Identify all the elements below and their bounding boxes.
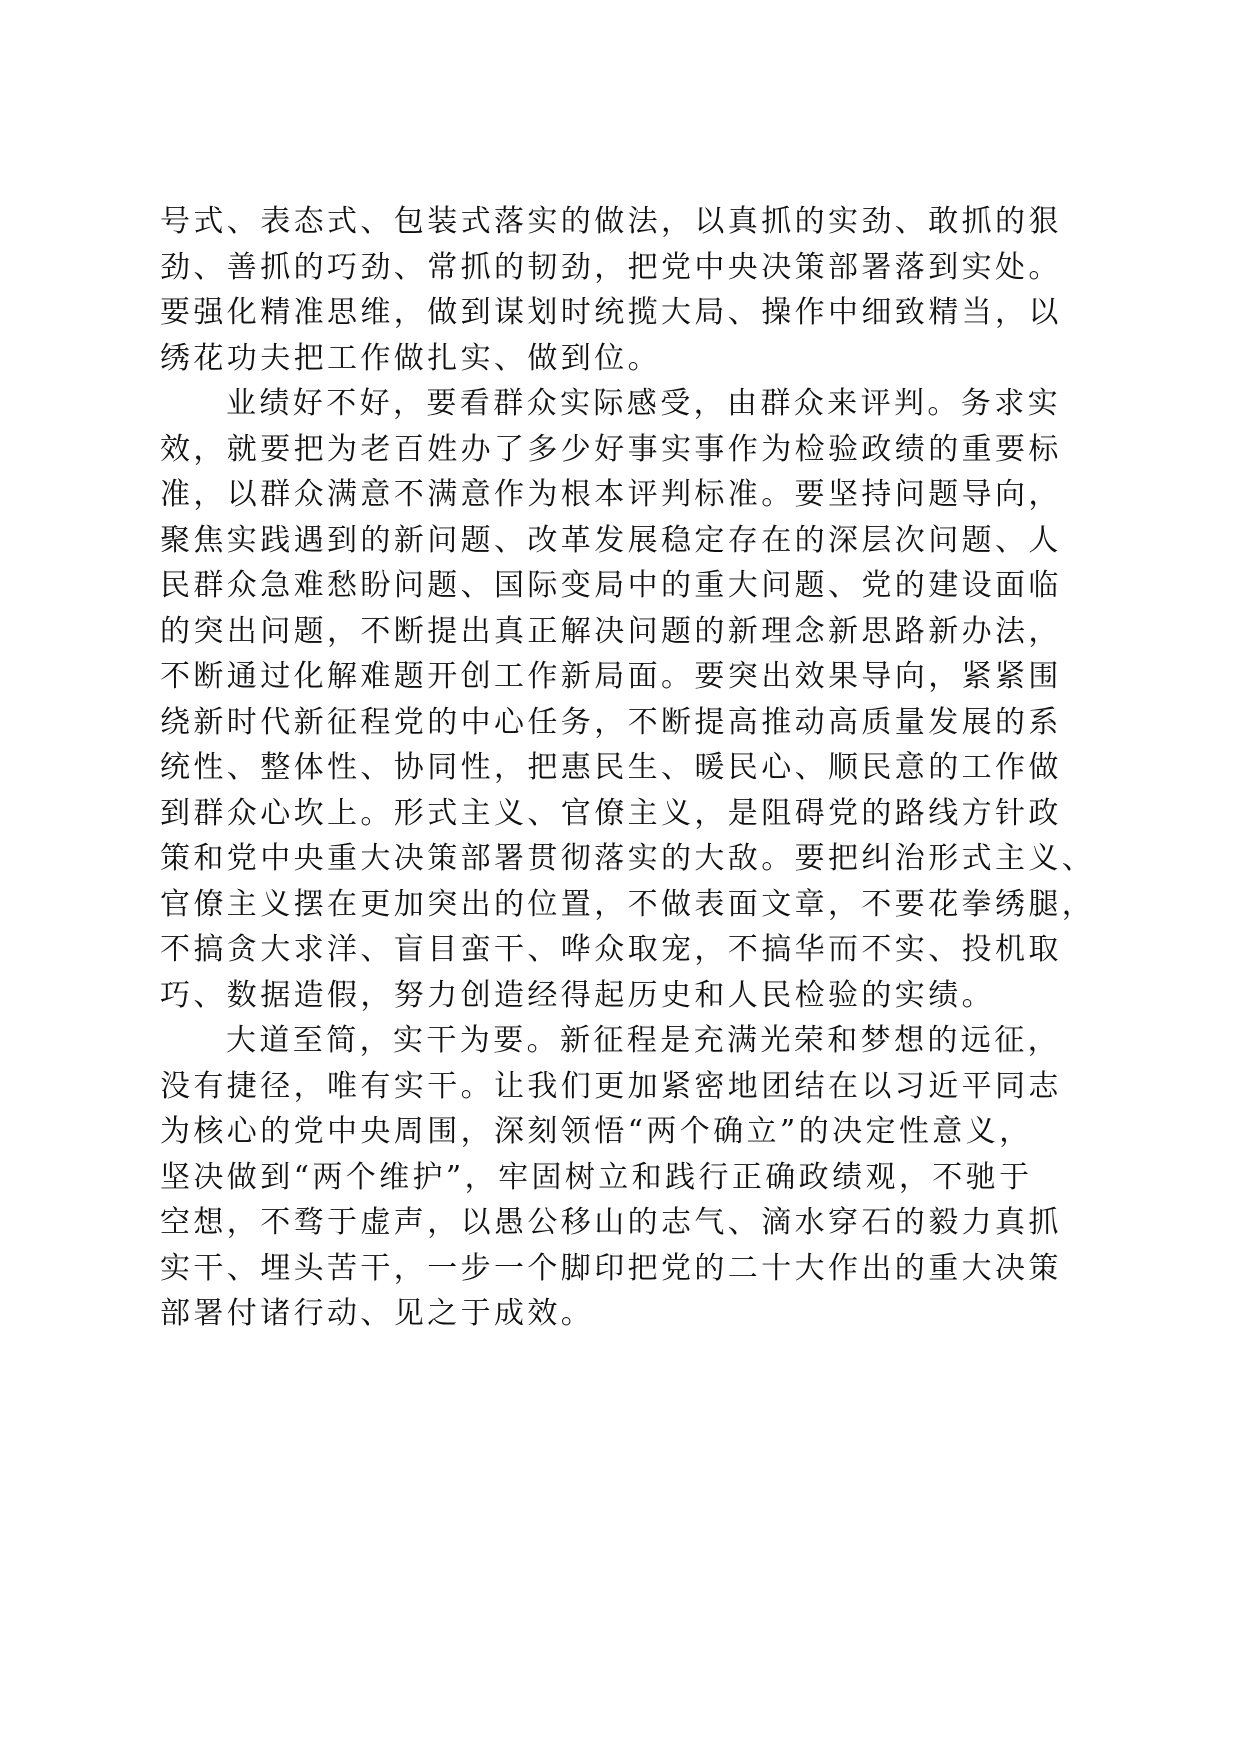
- paragraph-line: 坚决做到“两个维护”，牢固树立和践行正确政绩观，不驰于: [160, 1159, 1033, 1195]
- paragraph-line: 绕新时代新征程党的中心任务，不断提高推动高质量发展的系: [160, 704, 1062, 740]
- paragraph-line: 部署付诸行动、见之于成效。: [160, 1296, 595, 1331]
- paragraph-line: 绣花功夫把工作做扎实、做到位。: [160, 340, 661, 376]
- paragraph-3: [160, 1018, 1080, 1337]
- paragraph-line: 业绩好不好，要看群众实际感受，由群众来评判。务求实: [226, 386, 1061, 421]
- paragraph-line: 效，就要把为老百姓办了多少好事实事作为检验政绩的重要标: [160, 431, 1062, 467]
- paragraph-line: 的突出问题，不断提出真正解决问题的新理念新思路新办法，: [160, 613, 1062, 649]
- paragraph-line: 不断通过化解难题开创工作新局面。要突出效果导向，紧紧围: [160, 659, 1062, 694]
- paragraph-1: [160, 199, 1080, 381]
- paragraph-line: 聚焦实践遇到的新问题、改革发展稳定存在的深层次问题、人: [160, 522, 1062, 558]
- paragraph-line: 巧、数据造假，努力创造经得起历史和人民检验的实绩。: [160, 977, 995, 1013]
- paragraph-line: 统性、整体性、协同性，把惠民生、暖民心、顺民意的工作做: [160, 750, 1062, 785]
- paragraph-line: 大道至简，实干为要。新征程是充满光荣和梦想的远征，: [226, 1023, 1061, 1058]
- paragraph-line: 空想，不骛于虚声，以愚公移山的志气、滴水穿石的毅力真抓: [160, 1205, 1062, 1240]
- paragraph-line: 不搞贪大求洋、盲目蛮干、哗众取宠，不搞华而不实、投机取: [160, 932, 1062, 967]
- paragraph-line: 策和党中央重大决策部署贯彻落实的大敌。要把纠治形式主义、: [160, 841, 1096, 876]
- document-body: [160, 199, 1096, 1337]
- paragraph-line: 为核心的党中央周围，深刻领悟“两个确立”的决定性意义，: [160, 1114, 1033, 1149]
- paragraph-line: 实干、埋头苦干，一步一个脚印把党的二十大作出的重大决策: [160, 1250, 1062, 1286]
- paragraph-line: 劲、善抓的巧劲、常抓的韧劲，把党中央决策部署落到实处。: [160, 249, 1062, 285]
- paragraph-line: 准，以群众满意不满意作为根本评判标准。要坚持问题导向，: [160, 477, 1062, 512]
- paragraph-line: 官僚主义摆在更加突出的位置，不做表面文章，不要花拳绣腿，: [160, 886, 1096, 922]
- paragraph-line: 要强化精准思维，做到谋划时统揽大局、操作中细致精当，以: [160, 295, 1062, 330]
- paragraph-line: 没有捷径，唯有实干。让我们更加紧密地团结在以习近平同志: [160, 1068, 1062, 1104]
- paragraph-line: 号式、表态式、包装式落实的做法，以真抓的实劲、敢抓的狠: [160, 204, 1062, 239]
- paragraph-line: 到群众心坎上。形式主义、官僚主义，是阻碍党的路线方针政: [160, 795, 1062, 831]
- paragraph-2: [160, 381, 1096, 1018]
- paragraph-line: 民群众急难愁盼问题、国际变局中的重大问题、党的建设面临: [160, 568, 1062, 603]
